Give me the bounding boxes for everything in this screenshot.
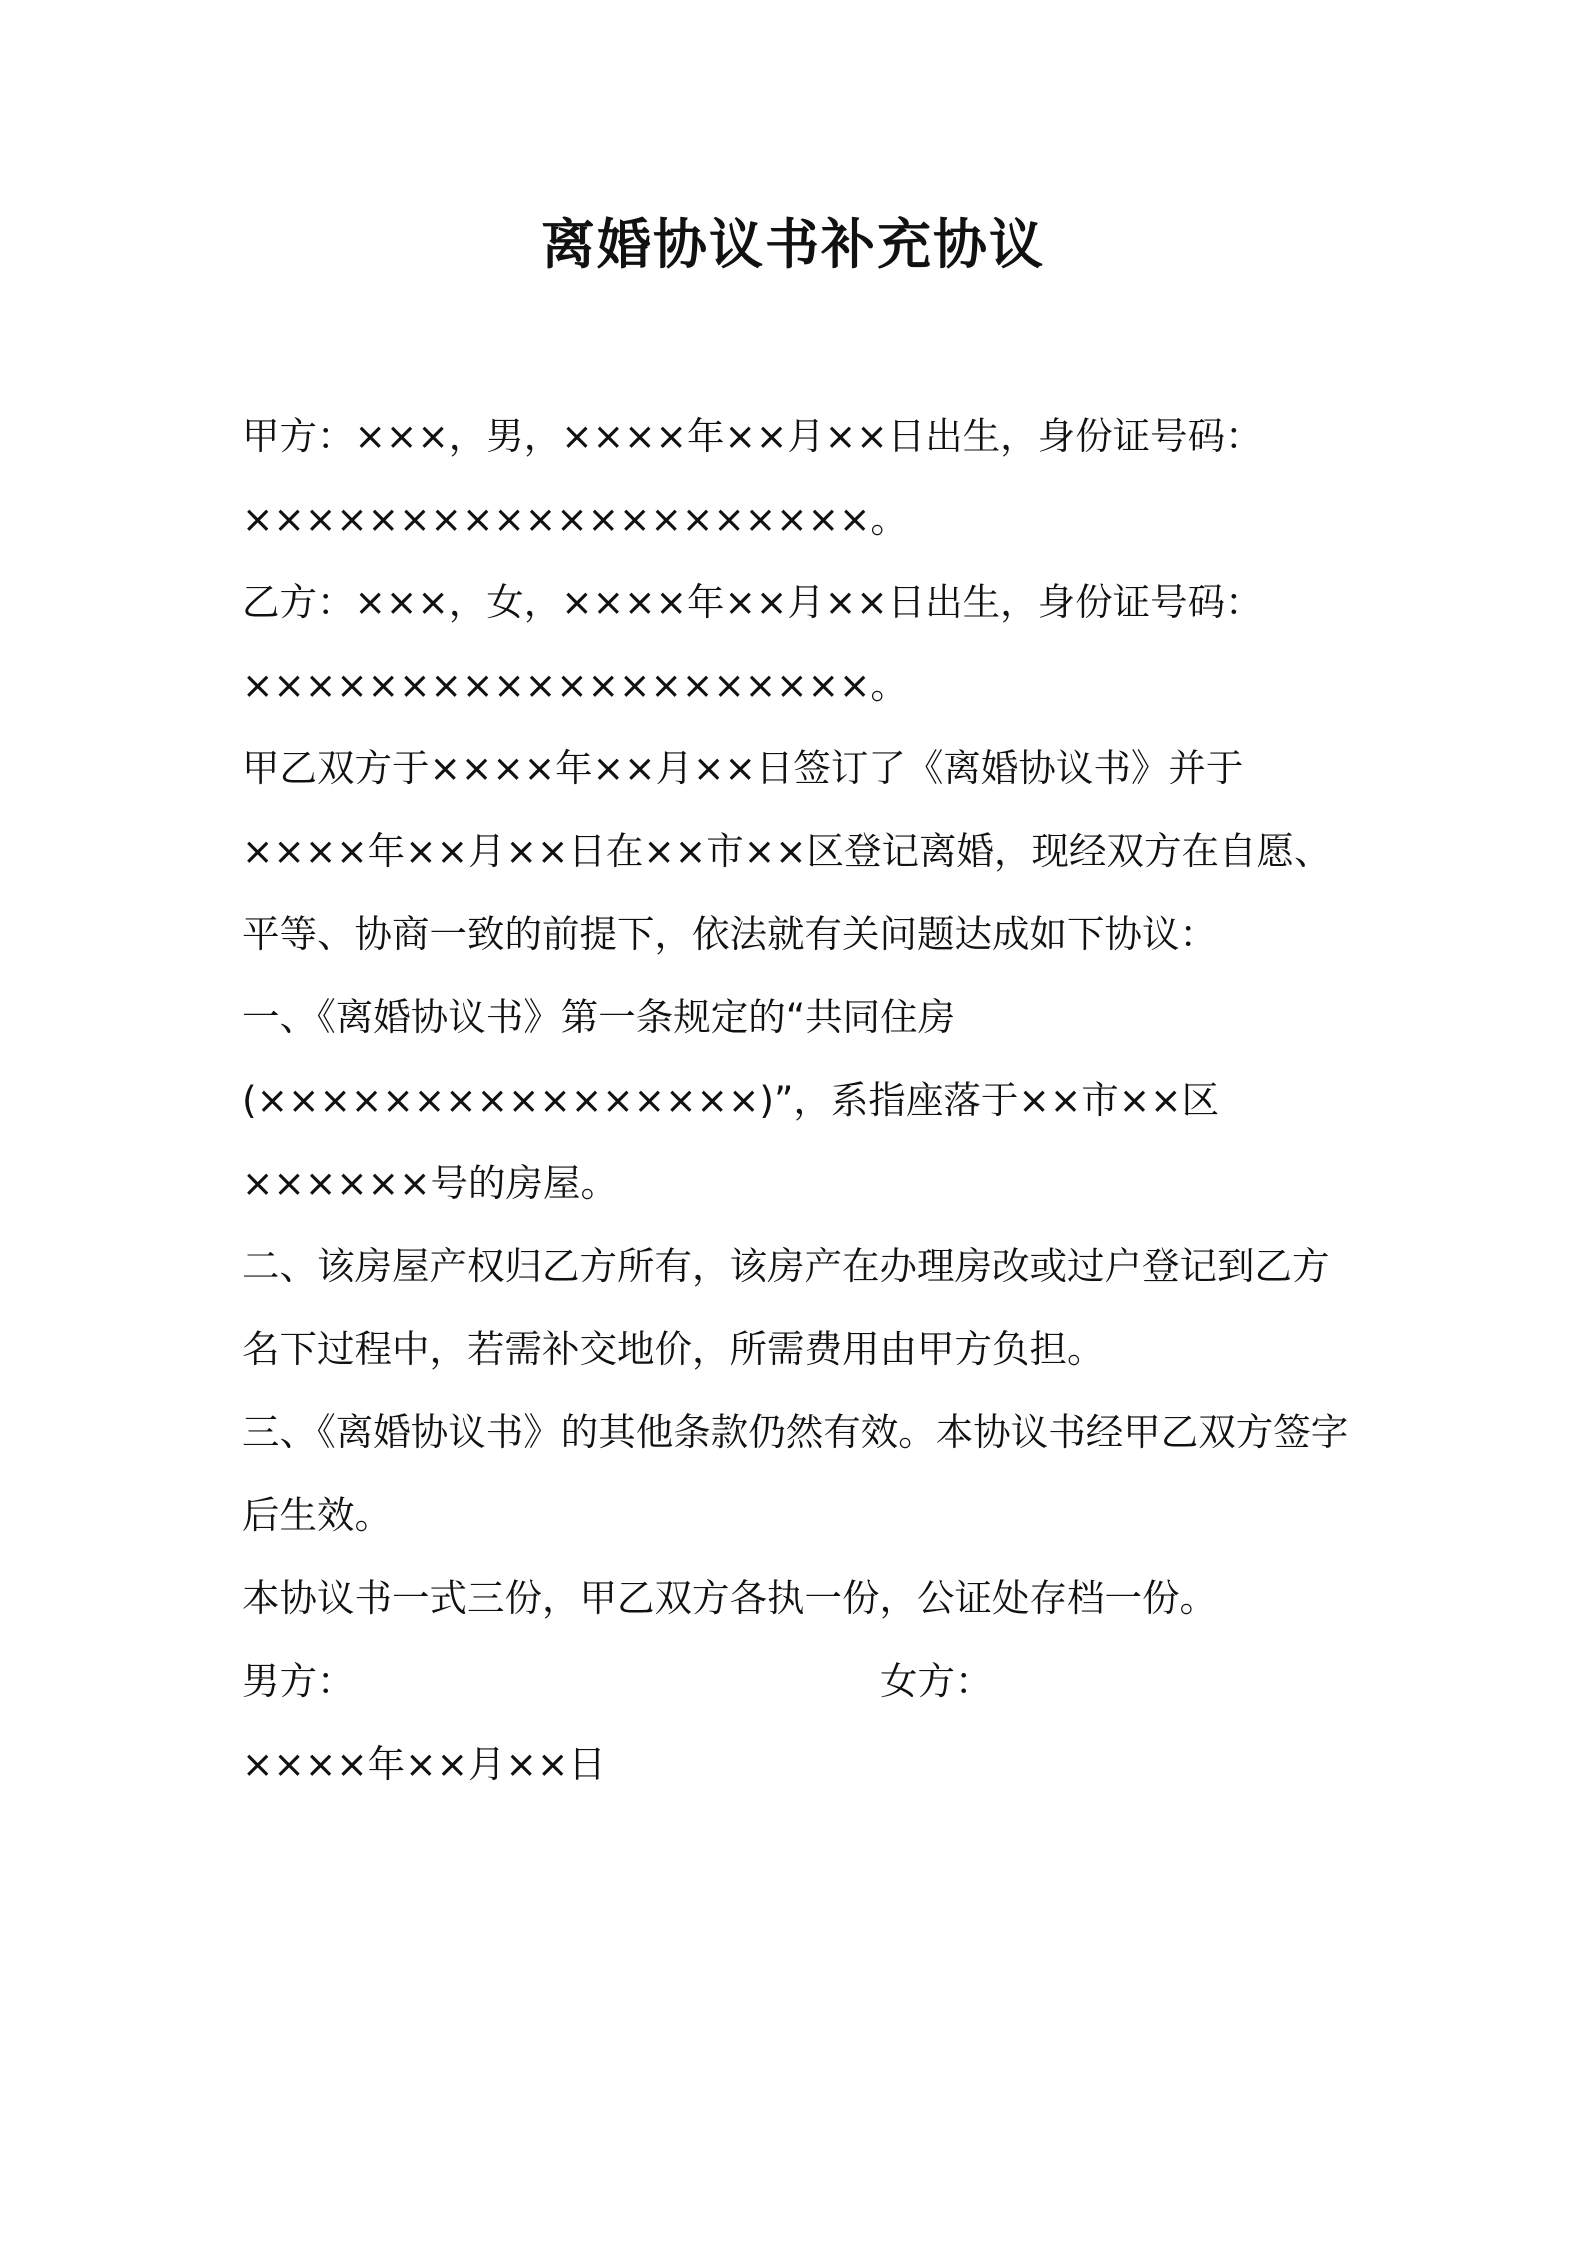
date-line: ××××年××月××日 (242, 1742, 606, 1786)
copies-paragraph: 本协议书一式三份，甲乙双方各执一份，公证处存档一份。 (242, 1576, 1217, 1620)
preamble-paragraph: 甲乙双方于××××年××月××日签订了《离婚协议书》并于××××年××月××日在××市××区登记离婚，现经双方在自愿、平等、协商一致的前提下，依法就有关问题达成如下协议： (242, 746, 1332, 956)
party-b-paragraph: 乙方：×××，女，××××年××月××日出生，身份证号码：××××××××××××××××××××。 (242, 580, 1263, 707)
clause-two-paragraph: 二、该房屋产权归乙方所有，该房产在办理房改或过户登记到乙方名下过程中，若需补交地价，所需费用由甲方负担。 (242, 1244, 1330, 1371)
party-a-paragraph: 甲方：×××，男，××××年××月××日出生，身份证号码：××××××××××××××××××××。 (242, 414, 1263, 541)
clause-three-paragraph: 三、《离婚协议书》的其他条款仍然有效。本协议书经甲乙双方签字后生效。 (242, 1410, 1349, 1537)
male-signature-label: 男方： (242, 1659, 355, 1703)
document-body (242, 395, 1352, 1806)
document-title: 离婚协议书补充协议 (541, 213, 1045, 276)
female-signature-label: 女方： (880, 1659, 993, 1703)
signature-row (242, 1640, 1352, 1723)
clause-one-paragraph: 一、《离婚协议书》第一条规定的“共同住房(××××××××××××××××)”，系指座落于××市××区××××××号的房屋。 (242, 995, 1220, 1205)
